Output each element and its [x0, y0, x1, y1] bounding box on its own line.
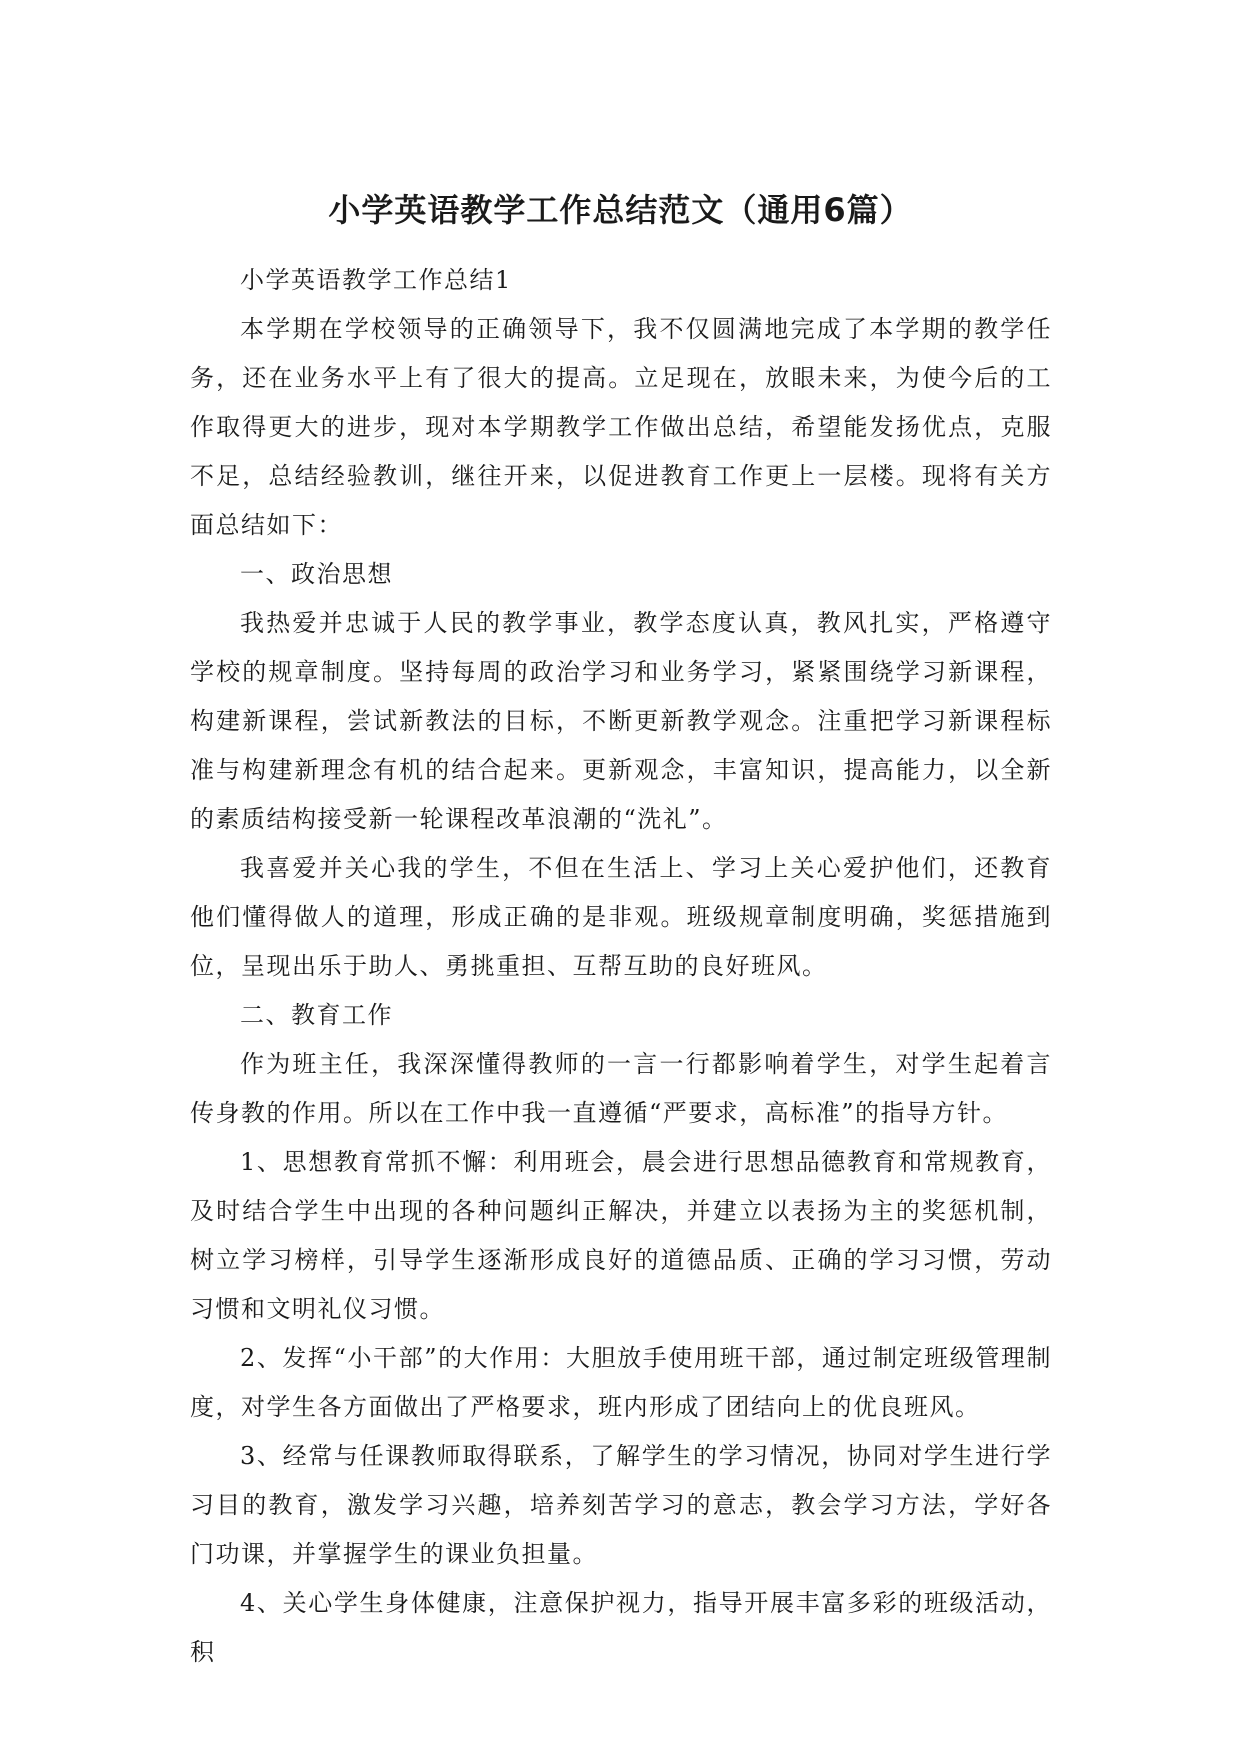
section-heading: 二、教育工作: [240, 1001, 393, 1029]
list-item: 1、思想教育常抓不懈：利用班会，晨会进行思想品德教育和常规教育，及时结合学生中出现的各种问题纠正解决，并建立以表扬为主的奖惩机制，树立学习榜样，引导学生逐渐形成良好的道德品质、正确的学习习惯，劳动习惯和文明礼仪习惯。: [190, 1148, 1052, 1323]
document-title: 小学英语教学工作总结范文（通用6篇）: [328, 191, 913, 229]
paragraph: 我热爱并忠诚于人民的教学事业，教学态度认真，教风扎实，严格遵守学校的规章制度。坚持每周的政治学习和业务学习，紧紧围绕学习新课程，构建新课程，尝试新教法的目标，不断更新教学观念。注重把学习新课程标准与构建新理念有机的结合起来。更新观念，丰富知识，提高能力，以全新的素质结构接受新一轮课程改革浪潮的“洗礼”。: [190, 609, 1052, 833]
paragraph: 本学期在学校领导的正确领导下，我不仅圆满地完成了本学期的教学任务，还在业务水平上有了很大的提高。立足现在，放眼未来，为使今后的工作取得更大的进步，现对本学期教学工作做出总结，希望能发扬优点，克服不足，总结经验教训，继往开来，以促进教育工作更上一层楼。现将有关方面总结如下：: [190, 315, 1052, 539]
list-item: 3、经常与任课教师取得联系，了解学生的学习情况，协同对学生进行学习目的教育，激发学习兴趣，培养刻苦学习的意志，教会学习方法，学好各门功课，并掌握学生的课业负担量。: [190, 1442, 1052, 1568]
list-item: 2、发挥“小干部”的大作用：大胆放手使用班干部，通过制定班级管理制度，对学生各方面做出了严格要求，班内形成了团结向上的优良班风。: [190, 1344, 1052, 1421]
paragraph: 我喜爱并关心我的学生，不但在生活上、学习上关心爱护他们，还教育他们懂得做人的道理，形成正确的是非观。班级规章制度明确，奖惩措施到位，呈现出乐于助人、勇挑重担、互帮互助的良好班风。: [190, 854, 1052, 980]
paragraph: 作为班主任，我深深懂得教师的一言一行都影响着学生，对学生起着言传身教的作用。所以在工作中我一直遵循“严要求，高标准”的指导方针。: [190, 1050, 1052, 1127]
section-heading: 一、政治思想: [240, 560, 393, 588]
document-body: [190, 256, 1052, 1677]
section-heading: 小学英语教学工作总结1: [240, 266, 512, 294]
list-item: 4、关心学生身体健康，注意保护视力，指导开展丰富多彩的班级活动，积: [190, 1589, 1052, 1666]
